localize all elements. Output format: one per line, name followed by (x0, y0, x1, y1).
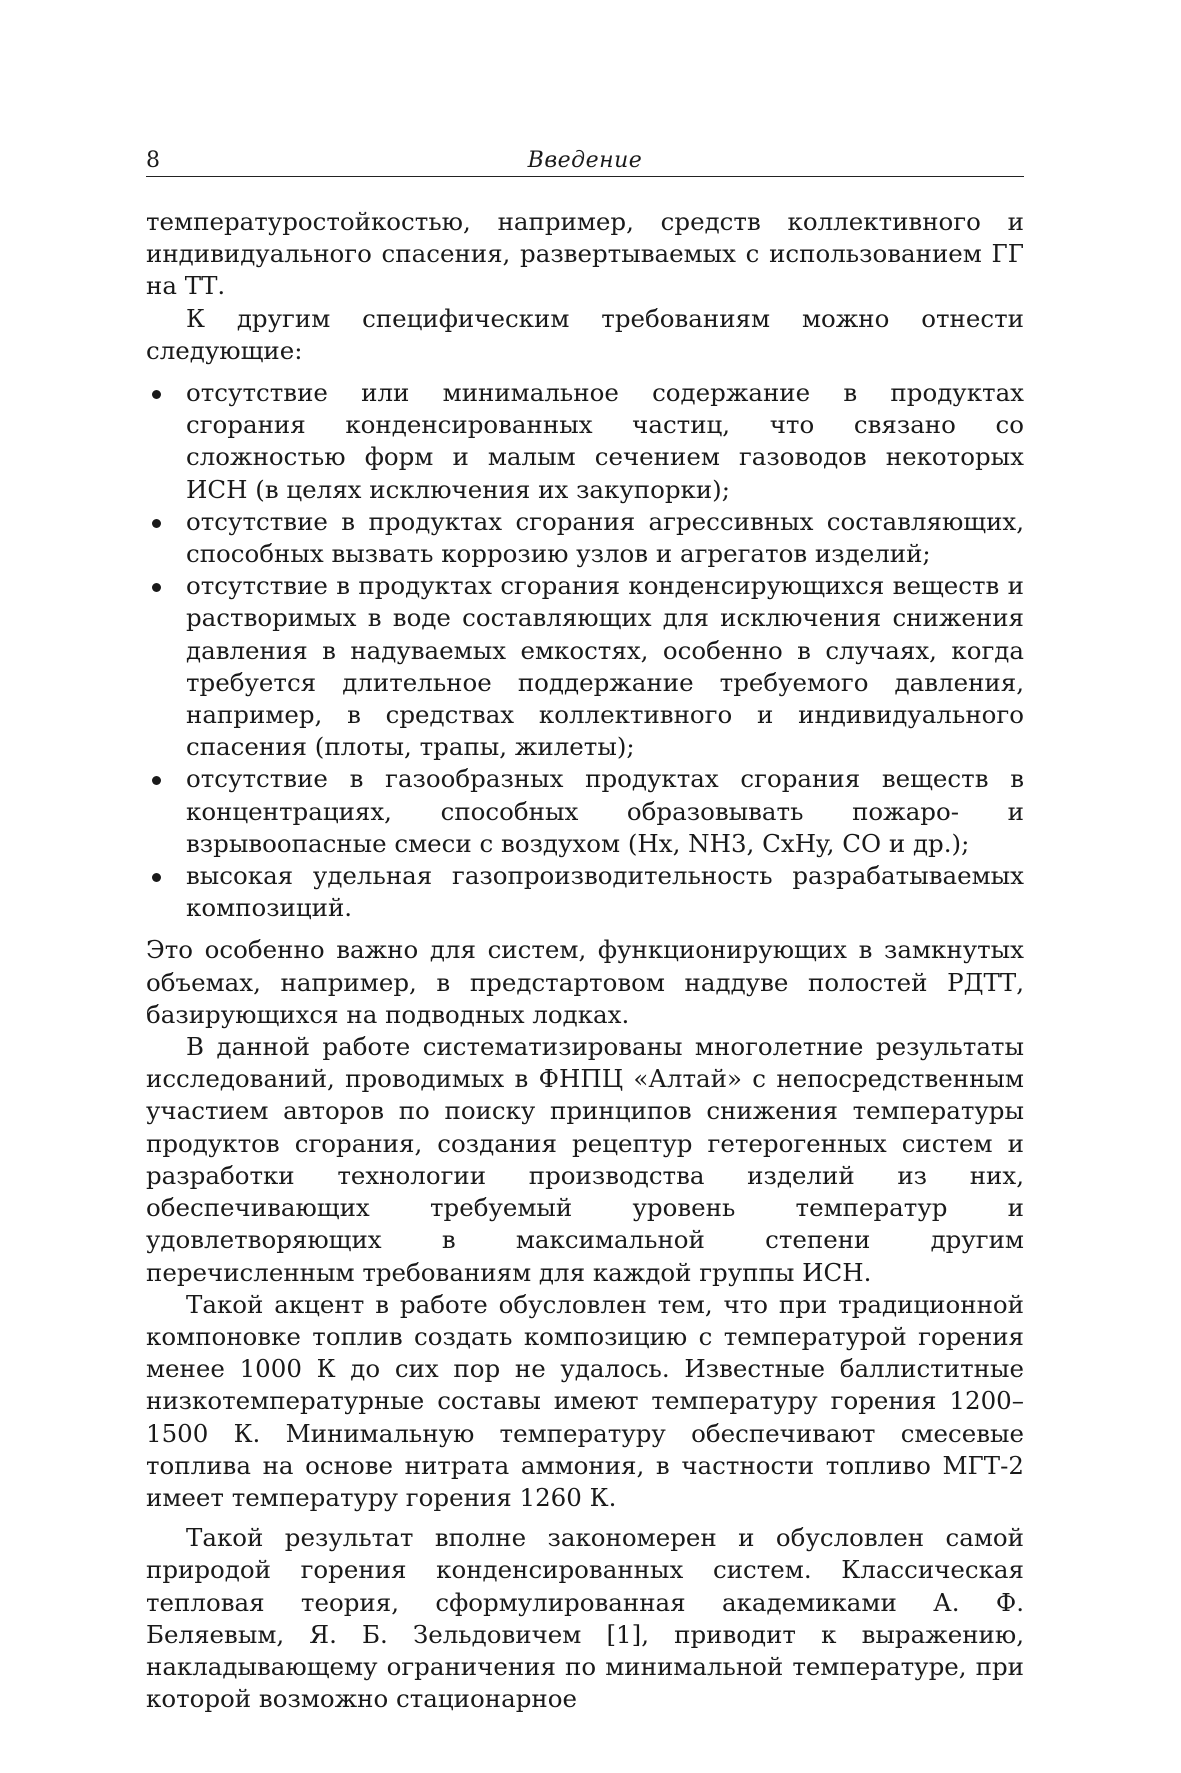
paragraph: Такой результат вполне закономерен и обусловлен самой природой горения конденсированных систем. Классическая тепловая теория, сформулированная академиками А. Ф. Беляевым, Я. Б. Зельдовичем [1], приводит к выражению, накладывающему ограничения по минимальной температуре, при которой возможно стационарное (146, 1523, 1024, 1714)
list-item (146, 506, 1024, 570)
paragraph: Это особенно важно для систем, функционирующих в замкнутых объемах, например, в предстартовом наддуве полостей РДТТ, базирующихся на подводных лодках. (146, 935, 1024, 1029)
bullet-icon (152, 583, 161, 592)
paragraph: В данной работе систематизированы многолетние результаты исследований, проводимых в ФНПЦ «Алтай» с непосредственным участием авторов по поиску принципов снижения температуры продуктов сгорания, создания рецептур гетерогенных систем и разработки технологии производства изделий из них, обеспечивающих требуемый уровень температур и удовлетворяющих в максимальной степени другим перечисленным требованиям для каждой группы ИСН. (146, 1032, 1024, 1287)
paragraph: температуростойкостью, например, средств коллективного и индивидуального спасения, развертываемых с использованием ГГ на ТТ. (146, 207, 1024, 301)
list-item (146, 763, 1024, 860)
bullet-icon (152, 776, 161, 785)
list-item (146, 377, 1024, 506)
requirements-list (146, 377, 1024, 924)
bullet-icon (152, 519, 161, 528)
list-item (146, 570, 1024, 763)
bullet-icon (152, 873, 161, 882)
list-item-text: отсутствие в газообразных продуктах сгорания веществ в концентрациях, способных образовывать пожаро- и взрывоопасные смеси с воздухом (Hx, NH3, CxHy, CO и др.); (186, 764, 1024, 858)
running-title: Введение (527, 148, 643, 173)
paragraph: К другим специфическим требованиям можно отнести следующие: (146, 303, 1024, 365)
paragraph: Такой акцент в работе обусловлен тем, что при традиционной компоновке топлив создать композицию с температурой горения менее 1000 К до сих пор не удалось. Известные баллиститные низкотемпературные составы имеют температуру горения 1200–1500 К. Минимальную температуру обеспечивают смесевые топлива на основе нитрата аммония, в частности топливо МГТ-2 имеет температуру горения 1260 К. (146, 1289, 1024, 1512)
page-number: 8 (146, 148, 160, 173)
list-item-text: отсутствие в продуктах сгорания агрессивных составляющих, способных вызвать коррозию узлов и агрегатов изделий; (186, 506, 1024, 569)
list-item-text: отсутствие или минимальное содержание в продуктах сгорания конденсированных частиц, что связано со сложностью форм и малым сечением газоводов некоторых ИСН (в целях исключения их закупорки); (186, 378, 1024, 504)
page-header (146, 148, 1024, 177)
bullet-icon (152, 390, 161, 399)
body-text (146, 206, 1024, 1715)
list-item (146, 860, 1024, 924)
list-item-text: высокая удельная газопроизводительность разрабатываемых композиций. (186, 861, 1024, 923)
list-item-text: отсутствие в продуктах сгорания конденсирующихся веществ и растворимых в воде составляющих для исключения снижения давления в надуваемых емкостях, особенно в случаях, когда требуется длительное поддержание требуемого давления, например, в средствах коллективного и индивидуального спасения (плоты, трапы, жилеты); (186, 571, 1024, 762)
